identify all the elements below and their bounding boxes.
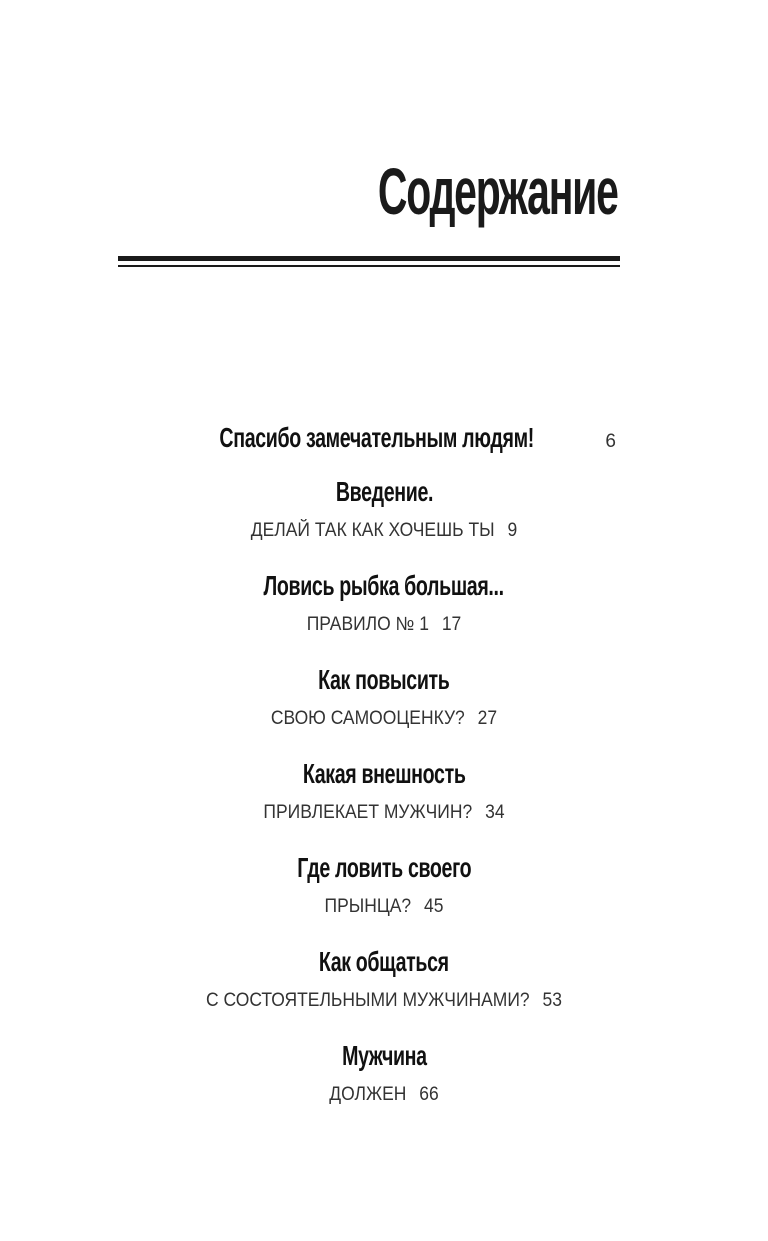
toc-subtitle-line bbox=[31, 1081, 738, 1109]
toc-entry-4[interactable] bbox=[0, 661, 768, 733]
toc-heading: Как повысить bbox=[318, 664, 450, 695]
toc-subtitle-line bbox=[31, 987, 738, 1015]
toc-entry-6[interactable] bbox=[0, 849, 768, 921]
toc-subtitle-line bbox=[31, 893, 738, 921]
toc-entry-8[interactable] bbox=[0, 1037, 768, 1109]
toc-subtitle: ПРИВЛЕКАЕТ МУЖЧИН? bbox=[263, 802, 473, 823]
toc-entry-2[interactable] bbox=[0, 473, 768, 545]
toc-subtitle: ПРЫНЦА? bbox=[324, 896, 412, 917]
toc-page-number: 45 bbox=[424, 896, 444, 917]
toc-subtitle: С СОСТОЯТЕЛЬНЫМИ МУЖЧИНАМИ? bbox=[206, 990, 530, 1011]
toc-page-number: 53 bbox=[542, 990, 562, 1011]
toc-subtitle-line bbox=[31, 799, 738, 827]
table-of-contents bbox=[0, 419, 768, 1109]
toc-page-number: 9 bbox=[507, 520, 518, 541]
title-rule-thin bbox=[118, 265, 620, 267]
toc-page-number: 17 bbox=[441, 614, 462, 635]
toc-page-number: 6 bbox=[605, 431, 616, 452]
toc-subtitle-line bbox=[31, 705, 738, 733]
toc-entry-7[interactable] bbox=[0, 943, 768, 1015]
page-title: Содержание bbox=[378, 154, 618, 228]
toc-subtitle: ПРАВИЛО № 1 bbox=[306, 614, 429, 635]
toc-heading: Какая внешность bbox=[302, 758, 466, 789]
toc-entry-3[interactable] bbox=[0, 567, 768, 639]
toc-page-number: 66 bbox=[419, 1084, 439, 1105]
toc-subtitle: ДОЛЖЕН bbox=[329, 1084, 407, 1105]
toc-heading: Где ловить своего bbox=[296, 852, 471, 883]
toc-page-number: 27 bbox=[477, 708, 498, 729]
toc-heading: Мужчина bbox=[341, 1040, 427, 1071]
toc-subtitle-line bbox=[31, 517, 738, 545]
toc-heading: Введение. bbox=[335, 476, 433, 507]
toc-subtitle: СВОЮ САМООЦЕНКУ? bbox=[270, 708, 465, 729]
toc-entry-1[interactable] bbox=[0, 419, 768, 457]
toc-heading: Как общаться bbox=[319, 946, 449, 977]
toc-page-number: 34 bbox=[485, 802, 505, 823]
toc-entry-5[interactable] bbox=[0, 755, 768, 827]
toc-heading: Спасибо замечательным людям! bbox=[219, 422, 534, 453]
toc-subtitle-line bbox=[31, 611, 738, 639]
toc-subtitle: ДЕЛАЙ ТАК КАК ХОЧЕШЬ ТЫ bbox=[250, 520, 495, 541]
toc-heading: Ловись рыбка большая... bbox=[263, 570, 505, 601]
title-rule-thick bbox=[118, 256, 620, 261]
